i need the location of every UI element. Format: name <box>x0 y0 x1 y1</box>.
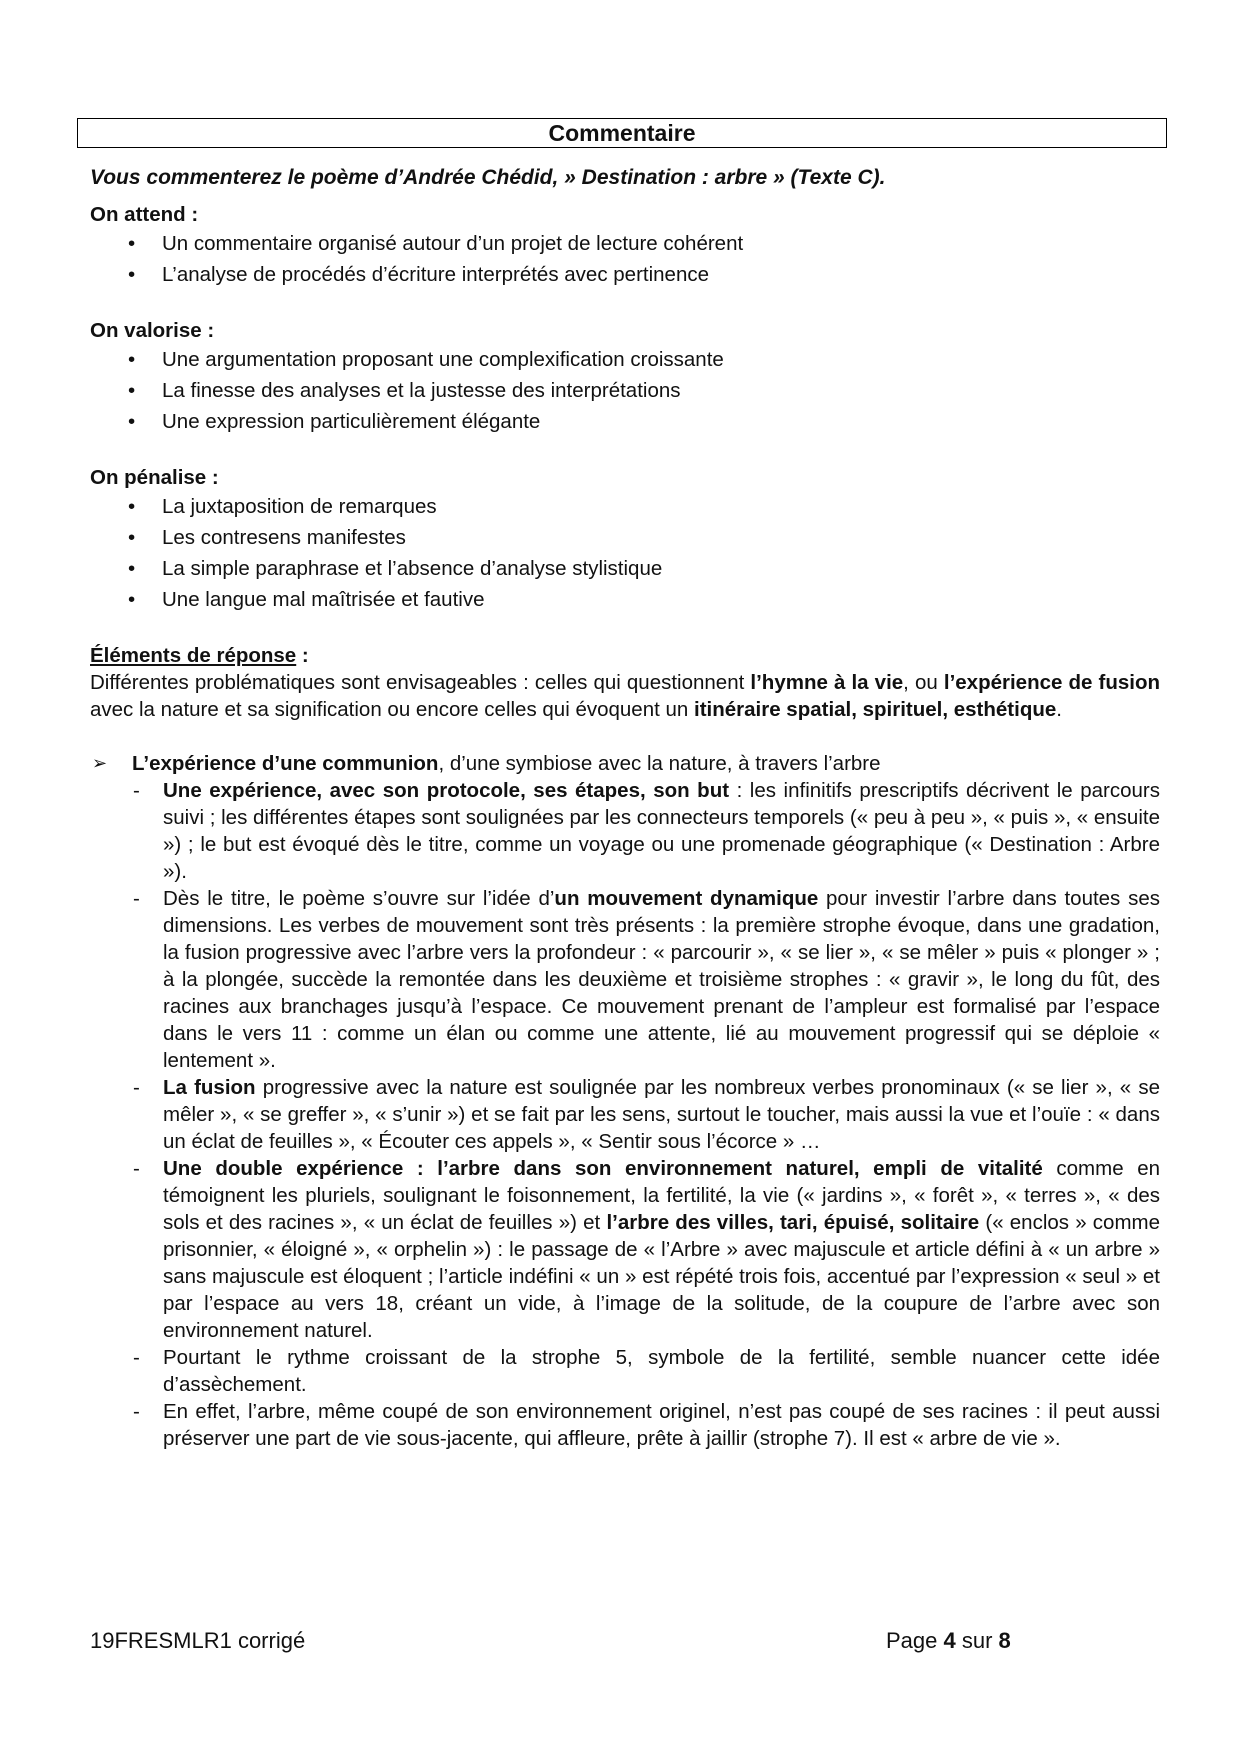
item-bold: La fusion <box>163 1076 256 1099</box>
page-title-text: Commentaire <box>548 119 696 146</box>
list-item <box>90 491 1160 522</box>
on-attend-title: On attend : <box>90 203 199 226</box>
page-number <box>886 1628 1011 1654</box>
bullet-icon: • <box>128 232 136 255</box>
elements-heading-text: Éléments de réponse <box>90 644 297 667</box>
section-heading-rest: , d’une symbiose avec la nature, à travers l’arbre <box>438 752 881 775</box>
on-valorise-title: On valorise : <box>90 319 215 342</box>
intro-text: , ou <box>903 671 944 694</box>
bullet-icon: • <box>128 410 136 433</box>
document-code: 19FRESMLR1 corrigé <box>90 1628 306 1653</box>
page-total: 8 <box>998 1628 1011 1653</box>
intro-text: Différentes problématiques sont envisageables : celles qui questionnent <box>90 671 751 694</box>
dash-icon: - <box>133 887 140 910</box>
intro-text: . <box>1056 698 1062 721</box>
bullet-icon: • <box>128 263 136 286</box>
list-item <box>90 406 1160 437</box>
list-item <box>90 885 1160 1074</box>
item-bold: Une expérience, avec son protocole, ses étapes, son but <box>163 779 730 802</box>
intro-bold: l’expérience de fusion <box>943 671 1161 694</box>
item-bold: un mouvement dynamique <box>554 887 819 910</box>
intro-text: avec la nature et sa signification ou encore celles qui évoquent un <box>90 698 694 721</box>
section-heading-bold: L’expérience d’une communion <box>132 752 439 775</box>
list-item-text: Un commentaire organisé autour d’un projet de lecture cohérent <box>162 232 744 255</box>
item-text: (« enclos » comme prisonnier, « éloigné », « orphelin ») : le passage de « l’Arbre » avec majuscule et article défini à « un arbre » sans majuscule est éloquent ; l’article indéfini « un » est répété trois fois, accentué par l’expression « seul » et par l’espace au vers 18, créant un vide, à l’image de la solitude, de la coupure de l’arbre avec son environnement naturel. <box>163 1211 1161 1342</box>
list-item-text: Une expression particulièrement élégante <box>162 410 541 433</box>
on-valorise-list <box>90 344 1160 437</box>
list-item-text: La juxtaposition de remarques <box>162 495 437 518</box>
item-text: Dès le titre, le poème s’ouvre sur l’idée d’ <box>163 887 555 910</box>
list-item <box>90 228 1160 259</box>
item-text: comme en témoignent les pluriels, soulignant le foisonnement, la fertilité, la vie (« jardins », « forêt », « terres », « des sols et des racines », « un éclat de feuilles ») et <box>163 1157 1160 1234</box>
dash-icon: - <box>133 779 140 802</box>
list-item <box>90 1074 1160 1155</box>
item-text: pour investir l’arbre dans toutes ses dimensions. Les verbes de mouvement sont très présents : la première strophe évoque, dans une gradation, la fusion progressive avec l’arbre vers la profondeur : « parcourir », « se lier », « se mêler » puis « plonger » ; à la plongée, succède la remontée dans les deuxième et troisième strophes : « gravir », le long du fût, des racines aux branchages jusqu’à l’espace. Ce mouvement prenant de l’ampleur est formalisé par l’espace dans le vers 11 : comme un élan ou comme une attente, lié au mouvement progressif qui se déploie « lentement ». <box>163 887 1160 1072</box>
list-item <box>90 259 1160 290</box>
list-item <box>90 777 1160 885</box>
list-item <box>90 522 1160 553</box>
intro-bold: l’hymne à la vie <box>750 671 904 694</box>
on-penalise-title: On pénalise : <box>90 466 219 489</box>
dash-icon: - <box>133 1346 140 1369</box>
item-bold: Une double expérience : l’arbre dans son environnement naturel, empli de vitalité <box>163 1157 1043 1180</box>
bullet-icon: • <box>128 588 136 611</box>
list-item-text: La simple paraphrase et l’absence d’analyse stylistique <box>162 557 663 580</box>
page-title <box>77 118 1167 148</box>
subject-line: Vous commenterez le poème d’Andrée Chédid, » Destination : arbre » (Texte C). <box>90 166 886 189</box>
elements-heading <box>90 642 1160 669</box>
section-heading <box>90 750 1160 777</box>
list-item-text: Une langue mal maîtrisée et fautive <box>162 588 485 611</box>
list-item-text: Une argumentation proposant une complexification croissante <box>162 348 724 371</box>
item-text: progressive avec la nature est soulignée par les nombreux verbes pronominaux (« se lier », « se mêler », « se greffer », « s’unir ») et se fait par les sens, surtout le toucher, mais aussi la vue et l’ouïe : « dans un éclat de feuilles », « Écouter ces appels », « Sentir sous l’écorce » … <box>163 1076 1160 1153</box>
dash-icon: - <box>133 1400 140 1423</box>
content <box>90 160 1160 1452</box>
elements-intro <box>90 669 1160 723</box>
list-item <box>90 553 1160 584</box>
intro-bold: itinéraire spatial, spirituel, esthétique <box>694 698 1057 721</box>
bullet-icon: • <box>128 557 136 580</box>
list-item <box>90 584 1160 615</box>
item-text: : les infinitifs prescriptifs décrivent le parcours suivi ; les différentes étapes sont soulignées par les connecteurs temporels (« peu à peu », « puis », « ensuite ») ; le but est évoqué dès le titre, comme un voyage ou une promenade géographique (« Destination : Arbre »). <box>163 779 1160 883</box>
on-attend-list <box>90 228 1160 290</box>
list-item <box>90 1344 1160 1398</box>
dash-icon: - <box>133 1157 140 1180</box>
item-text: En effet, l’arbre, même coupé de son environnement originel, n’est pas coupé de ses racines : il peut aussi préserver une part de vie sous-jacente, qui affleure, prête à jaillir (strophe 7). Il est « arbre de vie ». <box>163 1400 1160 1450</box>
item-bold: l’arbre des villes, tari, épuisé, solitaire <box>606 1211 980 1234</box>
bullet-icon: • <box>128 495 136 518</box>
analysis-list <box>90 777 1160 1452</box>
page-current: 4 <box>943 1628 956 1653</box>
page-label: Page <box>886 1628 944 1653</box>
list-item <box>90 1155 1160 1344</box>
dash-icon: - <box>133 1076 140 1099</box>
list-item-text: L’analyse de procédés d’écriture interprétés avec pertinence <box>162 263 709 286</box>
list-item-text: Les contresens manifestes <box>162 526 406 549</box>
on-penalise-list <box>90 491 1160 615</box>
bullet-icon: • <box>128 379 136 402</box>
list-item <box>90 344 1160 375</box>
list-item-text: La finesse des analyses et la justesse des interprétations <box>162 379 681 402</box>
bullet-icon: • <box>128 526 136 549</box>
list-item <box>90 1398 1160 1452</box>
list-item <box>90 375 1160 406</box>
arrow-bullet-icon: ➢ <box>92 753 108 773</box>
elements-heading-colon: : <box>296 644 309 667</box>
bullet-icon: • <box>128 348 136 371</box>
page-of-label: sur <box>955 1628 999 1653</box>
item-text: Pourtant le rythme croissant de la strophe 5, symbole de la fertilité, semble nuancer cette idée d’assèchement. <box>163 1346 1160 1396</box>
